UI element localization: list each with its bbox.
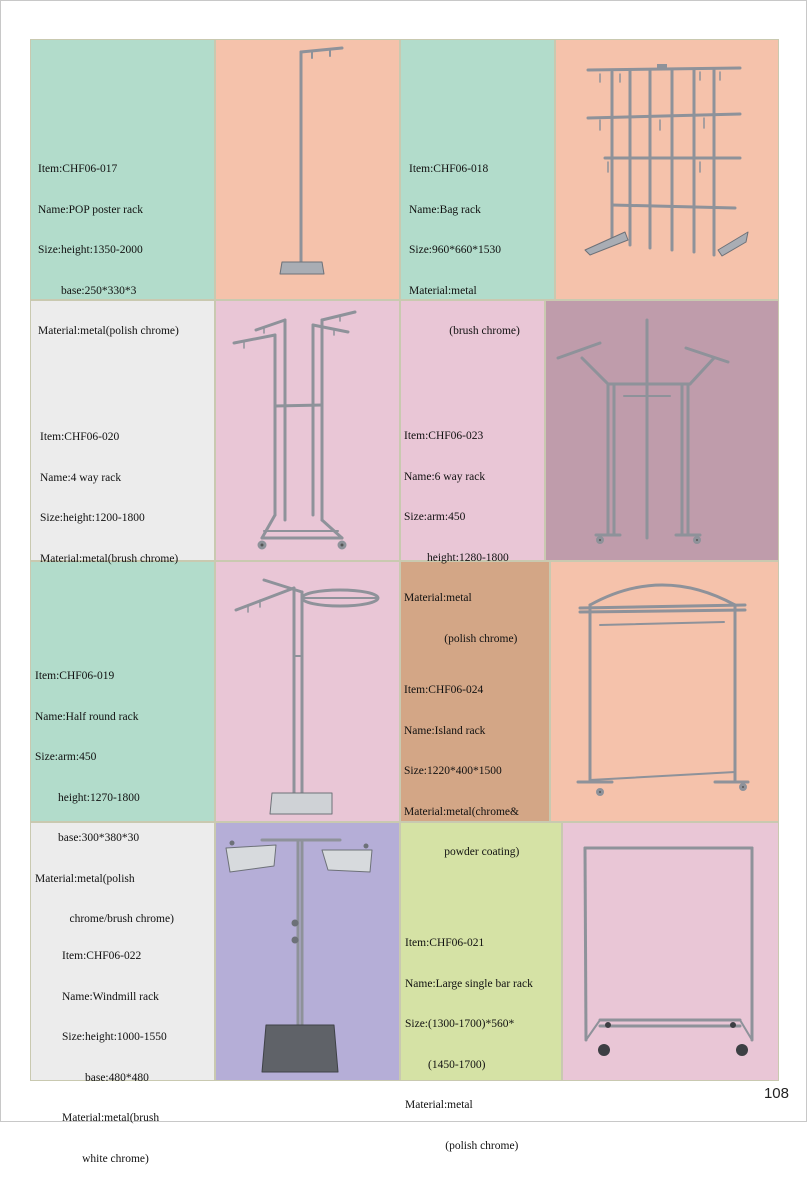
product-size: Size:arm:450 — [404, 511, 466, 523]
large-single-bar-rack-icon — [585, 848, 752, 1056]
product-size: Size:960*660*1530 — [409, 244, 501, 256]
pop-poster-rack-icon — [280, 48, 342, 274]
product-material: Material:metal — [404, 592, 472, 604]
product-size: Size:height:1200-1800 — [40, 512, 145, 524]
product-size: Size:1220*400*1500 — [404, 765, 502, 777]
product-material: Material:metal(brush — [62, 1112, 160, 1124]
product-name: Name:POP poster rack — [38, 203, 143, 216]
item-code: Item:CHF06-019 — [35, 670, 115, 682]
product-name: Name:6 way rack — [404, 470, 486, 483]
item-code: Item:CHF06-017 — [38, 163, 118, 175]
product-size-detail: base:300*380*30 — [35, 832, 140, 844]
product-material-detail: chrome/brush chrome) — [35, 913, 174, 925]
product-material: Material:metal(brush chrome) — [40, 552, 179, 565]
product-size-detail: base:480*480 — [62, 1071, 149, 1084]
product-material: Material:metal(polish chrome) — [38, 325, 179, 337]
product-material-detail: powder coating) — [404, 846, 520, 858]
product-material-detail: (polish chrome) — [404, 632, 518, 645]
product-name: Name:Half round rack — [35, 710, 139, 723]
product-material: Material:metal — [409, 284, 477, 297]
product-material: Material:metal — [405, 1099, 473, 1111]
item-code: Item:CHF06-024 — [404, 684, 484, 696]
product-name: Name:4 way rack — [40, 471, 122, 484]
windmill-rack-icon — [226, 840, 372, 1072]
item-code: Item:CHF06-018 — [409, 163, 489, 175]
six-way-rack-icon — [558, 320, 728, 543]
item-code: Item:CHF06-021 — [405, 937, 485, 949]
bag-rack-icon — [585, 64, 748, 256]
product-material-detail: (brush chrome) — [409, 325, 520, 337]
product-material-detail: (polish chrome) — [405, 1139, 519, 1152]
four-way-rack-icon — [234, 312, 355, 548]
product-size-detail: (1450-1700) — [405, 1058, 486, 1071]
product-size: Size:arm:450 — [35, 751, 97, 763]
product-name: Name:Island rack — [404, 724, 486, 737]
product-size: Size:(1300-1700)*560* — [405, 1018, 515, 1030]
island-rack-icon — [578, 585, 748, 795]
product-name: Name:Bag rack — [409, 203, 481, 216]
product-material-detail: white chrome) — [62, 1152, 149, 1165]
product-size-detail: height:1270-1800 — [35, 791, 140, 804]
item-code: Item:CHF06-022 — [62, 950, 142, 962]
product-size-detail: base:250*330*3 — [38, 284, 137, 297]
product-size: Size:height:1350-2000 — [38, 244, 143, 256]
product-size: Size:height:1000-1550 — [62, 1031, 167, 1043]
product-name: Name:Windmill rack — [62, 990, 159, 1003]
item-code: Item:CHF06-023 — [404, 430, 484, 442]
item-code: Item:CHF06-020 — [40, 431, 120, 443]
product-material: Material:metal(chrome& — [404, 805, 519, 818]
page-number: 108 — [763, 1085, 789, 1102]
half-round-rack-icon — [236, 580, 378, 814]
product-name: Name:Large single bar rack — [405, 977, 533, 990]
product-material: Material:metal(polish — [35, 872, 135, 885]
product-size-detail: height:1280-1800 — [404, 551, 509, 564]
